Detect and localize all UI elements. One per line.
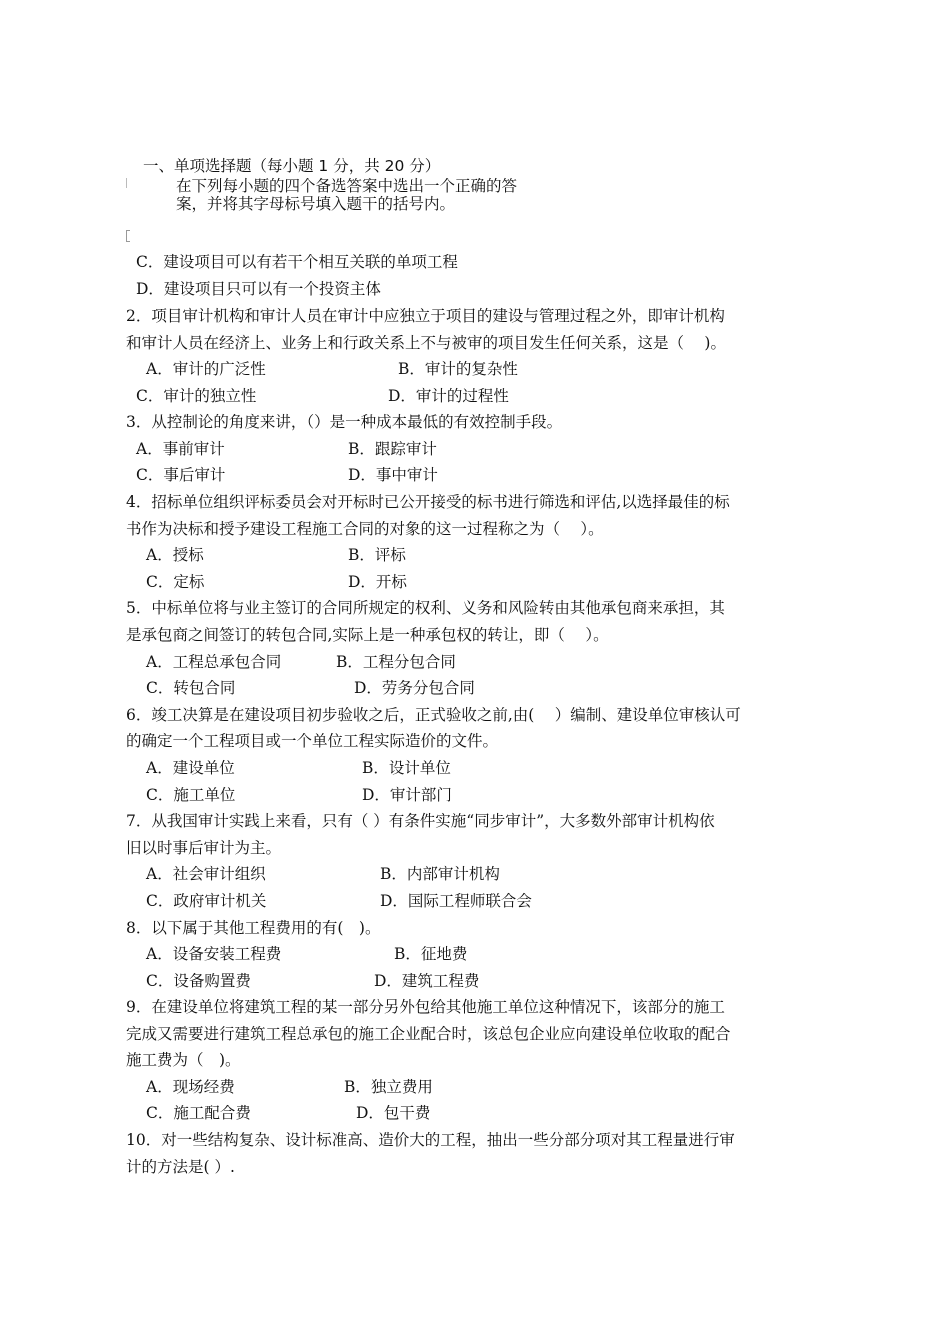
- q7-option-c: C．政府审计机关: [146, 892, 267, 910]
- q3-option-d: D．事中审计: [348, 466, 438, 484]
- q2-option-c: C．审计的独立性: [136, 387, 257, 405]
- q3-stem-line-1: 3．从控制论的角度来讲，（）是一种成本最低的有效控制手段。: [126, 413, 563, 431]
- q7-stem-line-2: 旧以时事后审计为主。: [126, 839, 282, 857]
- q2-option-b: B．审计的复杂性: [398, 360, 518, 378]
- q6-option-d: D．审计部门: [362, 786, 452, 804]
- q9-option-a: A．现场经费: [146, 1078, 235, 1096]
- q8-option-d: D．建筑工程费: [374, 972, 480, 990]
- q8-stem-line-1: 8．以下属于其他工程费用的有( )。: [126, 919, 381, 937]
- q2-option-d: D．审计的过程性: [388, 387, 509, 405]
- margin-bracket: [126, 230, 130, 242]
- q5-option-a: A．工程总承包合同: [146, 653, 282, 671]
- q7-option-a: A．社会审计组织: [146, 865, 266, 883]
- q10-stem-line-1: 10．对一些结构复杂、设计标准高、造价大的工程，抽出一些分部分项对其工程量进行审: [126, 1131, 735, 1149]
- section-instruction-line-2: 案，并将其字母标号填入题干的括号内。: [176, 195, 456, 213]
- q7-stem-line-1: 7．从我国审计实践上来看，只有（ ）有条件实施“同步审计”，大多数外部审计机构依: [126, 812, 715, 830]
- q9-option-d: D．包干费: [356, 1104, 431, 1122]
- q6-stem-line-2: 的确定一个工程项目或一个单位工程实际造价的文件。: [126, 732, 499, 750]
- q9-stem-line-3: 施工费为（ )。: [126, 1051, 241, 1069]
- q5-option-c: C．转包合同: [146, 679, 236, 697]
- q3-option-a: A．事前审计: [136, 440, 225, 458]
- q5-stem-line-1: 5．中标单位将与业主签订的合同所规定的权利、义务和风险转由其他承包商来承担，其: [126, 599, 725, 617]
- q6-option-c: C．施工单位: [146, 786, 236, 804]
- q9-option-b: B．独立费用: [344, 1078, 433, 1096]
- q2-option-a: A．审计的广泛性: [146, 360, 266, 378]
- q6-option-a: A．建设单位: [146, 759, 235, 777]
- margin-mark: [126, 178, 127, 188]
- q9-stem-line-1: 9．在建设单位将建筑工程的某一部分另外包给其他施工单位这种情况下，该部分的施工: [126, 998, 725, 1016]
- q6-option-b: B．设计单位: [362, 759, 451, 777]
- q8-option-b: B．征地费: [394, 945, 468, 963]
- q5-stem-line-2: 是承包商之间签订的转包合同,实际上是一种承包权的转让，即（ ）。: [126, 626, 609, 644]
- section-instruction-line-1: 在下列每小题的四个备选答案中选出一个正确的答: [176, 177, 518, 195]
- q4-option-d: D．开标: [348, 573, 407, 591]
- q3-option-c: C．事后审计: [136, 466, 226, 484]
- q4-option-a: A．授标: [146, 546, 204, 564]
- q2-stem-line-1: 2．项目审计机构和审计人员在审计中应独立于项目的建设与管理过程之外，即审计机构: [126, 307, 725, 325]
- q4-option-c: C．定标: [146, 573, 205, 591]
- section-title: 一、单项选择题（每小题 1 分，共 20 分）: [143, 157, 441, 175]
- q1-option-d: D．建设项目只可以有一个投资主体: [136, 280, 381, 298]
- q8-option-a: A．设备安装工程费: [146, 945, 282, 963]
- q6-stem-line-1: 6．竣工决算是在建设项目初步验收之后，正式验收之前,由( ）编制、建设单位审核认可: [126, 706, 741, 724]
- q5-option-d: D．劳务分包合同: [354, 679, 475, 697]
- q7-option-b: B．内部审计机构: [380, 865, 500, 883]
- q3-option-b: B．跟踪审计: [348, 440, 437, 458]
- q9-option-c: C．施工配合费: [146, 1104, 251, 1122]
- q4-option-b: B．评标: [348, 546, 406, 564]
- q2-stem-line-2: 和审计人员在经济上、业务上和行政关系上不与被审的项目发生任何关系，这是（ )。: [126, 334, 726, 352]
- q4-stem-line-2: 书作为决标和授予建设工程施工合同的对象的这一过程称之为（ ）。: [126, 520, 604, 538]
- q7-option-d: D．国际工程师联合会: [380, 892, 532, 910]
- q9-stem-line-2: 完成又需要进行建筑工程总承包的施工企业配合时，该总包企业应向建设单位收取的配合: [126, 1025, 731, 1043]
- q4-stem-line-1: 4．招标单位组织评标委员会对开标时已公开接受的标书进行筛选和评估,以选择最佳的标: [126, 493, 730, 511]
- q5-option-b: B．工程分包合同: [336, 653, 456, 671]
- q8-option-c: C．设备购置费: [146, 972, 251, 990]
- q1-option-c: C．建设项目可以有若干个相互关联的单项工程: [136, 253, 458, 271]
- q10-stem-line-2: 计的方法是( ）.: [126, 1158, 235, 1176]
